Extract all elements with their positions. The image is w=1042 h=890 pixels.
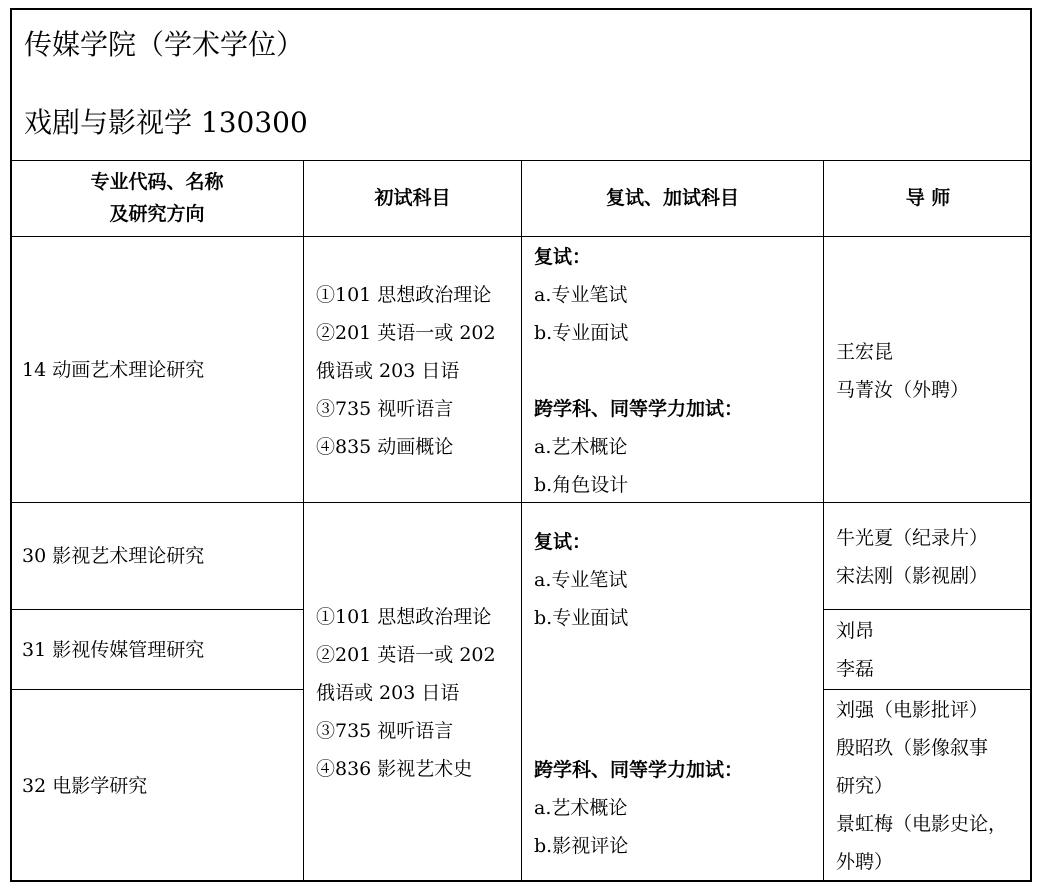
direction-32: 32 电影学研究 bbox=[22, 775, 148, 797]
row-divider-30-31 bbox=[10, 609, 304, 610]
extra-title: 跨学科、同等学力加试： bbox=[534, 398, 744, 420]
row-divider-31-32-advisor bbox=[824, 689, 1032, 690]
advisor-name: 景虹梅（电影史论， bbox=[836, 813, 1008, 835]
retest-14 bbox=[534, 238, 743, 504]
extra-item: a.艺术概论 bbox=[534, 436, 628, 458]
advisors-14 bbox=[836, 333, 969, 409]
advisor-name: 殷昭玖（影像叙事 bbox=[836, 737, 989, 759]
row-divider-31-32 bbox=[10, 689, 304, 690]
exam-line: 俄语或 203 日语 bbox=[316, 682, 460, 704]
col-header-retest: 复试、加试科目 bbox=[605, 187, 739, 209]
exam-line: ④836 影视艺术史 bbox=[316, 758, 473, 780]
extra-shared bbox=[534, 751, 743, 865]
advisor-name: 外聘） bbox=[836, 851, 894, 873]
col-divider-3 bbox=[823, 160, 824, 882]
major-title: 戏剧与影视学 130300 bbox=[24, 106, 308, 139]
exam-line: ④835 动画概论 bbox=[316, 436, 454, 458]
retest-shared bbox=[534, 523, 628, 637]
direction-14: 14 动画艺术理论研究 bbox=[22, 359, 205, 381]
extra-item: a.艺术概论 bbox=[534, 797, 628, 819]
exam-line: ①101 思想政治理论 bbox=[316, 284, 492, 306]
advisor-name: 王宏昆 bbox=[836, 341, 894, 363]
advisor-name: 牛光夏（纪录片） bbox=[836, 527, 989, 549]
col-divider-2 bbox=[521, 160, 522, 882]
advisors-30 bbox=[836, 519, 988, 595]
exam-line: 俄语或 203 日语 bbox=[316, 360, 460, 382]
exam-line: ③735 视听语言 bbox=[316, 398, 454, 420]
spacer bbox=[534, 352, 743, 390]
retest-item: b.专业面试 bbox=[534, 607, 629, 629]
advisor-name: 李磊 bbox=[836, 658, 875, 680]
col-header-direction-line1: 专业代码、名称 bbox=[90, 171, 224, 193]
extra-item: b.影视评论 bbox=[534, 835, 629, 857]
retest-title: 复试： bbox=[534, 246, 592, 268]
advisor-name: 宋法刚（影视剧） bbox=[836, 565, 989, 587]
col-header-advisor: 导 师 bbox=[905, 187, 951, 209]
advisor-name: 研究） bbox=[836, 775, 894, 797]
col-divider-1 bbox=[303, 160, 304, 882]
direction-30: 30 影视艺术理论研究 bbox=[22, 545, 205, 567]
advisor-name: 刘昂 bbox=[836, 620, 875, 642]
col-header-direction-line2: 及研究方向 bbox=[109, 203, 205, 225]
exams-shared bbox=[316, 598, 496, 788]
col-header-exams: 初试科目 bbox=[374, 187, 451, 209]
retest-item: b.专业面试 bbox=[534, 322, 629, 344]
advisor-name: 刘强（电影批评） bbox=[836, 699, 989, 721]
retest-item: a.专业笔试 bbox=[534, 284, 628, 306]
college-title: 传媒学院（学术学位） bbox=[24, 28, 305, 61]
exam-line: ②201 英语一或 202 bbox=[316, 322, 496, 344]
retest-item: a.专业笔试 bbox=[534, 569, 628, 591]
row-divider-30-31-advisor bbox=[824, 609, 1032, 610]
exam-line: ③735 视听语言 bbox=[316, 720, 454, 742]
exams-14 bbox=[316, 276, 496, 466]
col-header-direction bbox=[10, 166, 304, 230]
exam-line: ②201 英语一或 202 bbox=[316, 644, 496, 666]
exam-line: ①101 思想政治理论 bbox=[316, 606, 492, 628]
extra-title: 跨学科、同等学力加试： bbox=[534, 759, 744, 781]
extra-item: b.角色设计 bbox=[534, 474, 629, 496]
retest-title: 复试： bbox=[534, 531, 592, 553]
advisors-31 bbox=[836, 612, 874, 688]
direction-31: 31 影视传媒管理研究 bbox=[22, 639, 205, 661]
advisors-32 bbox=[836, 691, 1007, 881]
advisor-name: 马菁汝（外聘） bbox=[836, 379, 970, 401]
